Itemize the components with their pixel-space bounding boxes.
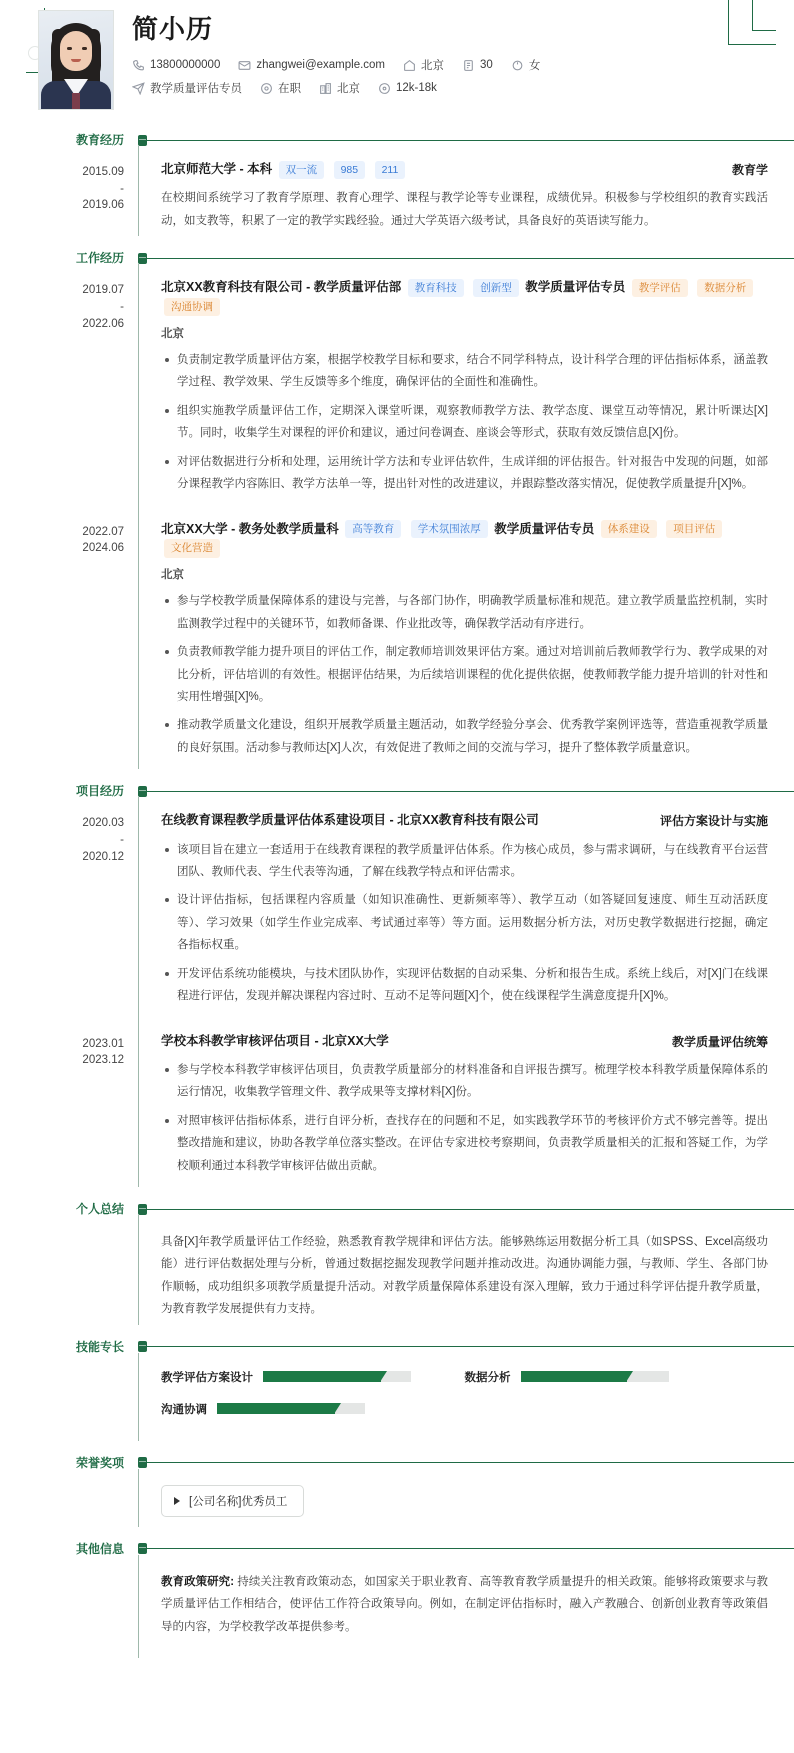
skills-date-column <box>38 1353 138 1441</box>
skill-progress-fill <box>263 1371 381 1382</box>
skill-item <box>465 1369 769 1385</box>
section-marker-icon <box>138 135 147 146</box>
section-header-other <box>0 1543 794 1555</box>
section-label-projects: 项目经历 <box>75 784 124 799</box>
contact-email <box>238 59 385 72</box>
section-body-work-1 <box>0 264 794 505</box>
skill-progress-bar <box>263 1371 411 1382</box>
section-rule <box>146 1346 794 1347</box>
id-icon <box>462 59 475 72</box>
contact-row-secondary <box>132 80 764 96</box>
section-body-project-1 <box>0 797 794 1017</box>
skill-progress-bar <box>217 1403 365 1414</box>
contact-gender-text: 女 <box>528 60 541 73</box>
work-company-tag-0: 教育科技 <box>408 279 464 297</box>
project-bullet-list <box>161 1059 768 1177</box>
other-info-text: 持续关注教育政策动态，如国家关于职业教育、高等教育教学质量提升的相关政策。能够将政策要求与教学质量评估工作相结合，使评估工作符合政策导向。例如，在制定评估指标时，融入产教融合、创新创业教育等政策倡导的内容，为学校教学改革提供参考。 <box>161 1575 768 1633</box>
section-marker-icon <box>138 1457 147 1468</box>
project-role: 评估方案设计与实施 <box>659 814 768 829</box>
section-body-work-2 <box>0 506 794 770</box>
section-header-projects <box>0 785 794 797</box>
salary-expectation <box>378 82 437 95</box>
section-label-work: 工作经历 <box>75 251 124 266</box>
skill-progress-fill <box>217 1403 335 1414</box>
education-date-separator: - <box>120 182 124 195</box>
education-content-column <box>138 146 794 236</box>
contact-row-primary <box>132 57 764 73</box>
phone-icon <box>132 59 145 72</box>
education-major: 教育学 <box>731 163 768 177</box>
resume-header <box>0 0 794 118</box>
work-content-column <box>138 264 794 505</box>
city-icon <box>319 82 332 95</box>
page-bottom-spacer <box>0 1658 794 1688</box>
work-date-column <box>38 264 138 505</box>
contact-hometown-text: 北京 <box>421 60 445 73</box>
work-skill-tag-0: 体系建设 <box>601 520 657 538</box>
work-location: 北京 <box>161 327 184 340</box>
work-bullet-list <box>161 349 768 496</box>
project-content-column <box>138 1018 794 1187</box>
project-date-column <box>38 797 138 1017</box>
other-content-column <box>138 1555 794 1658</box>
summary-entry <box>161 1215 768 1325</box>
project-date-start: 2023.01 <box>82 1037 124 1050</box>
section-body-education <box>0 146 794 236</box>
work-date-start: 2022.07 <box>82 525 124 538</box>
work-company-department: 北京XX教育科技有限公司 - 教学质量评估部 <box>161 280 402 295</box>
skill-name: 教学评估方案设计 <box>161 1371 253 1384</box>
contact-hometown <box>403 57 444 73</box>
section-marker-icon <box>138 1341 147 1352</box>
section-body-summary <box>0 1215 794 1325</box>
section-body-project-2 <box>0 1018 794 1187</box>
section-label-skills: 技能专长 <box>75 1339 124 1354</box>
project-content-column <box>138 797 794 1017</box>
work-company-tag-0: 高等教育 <box>345 520 401 538</box>
triangle-right-icon <box>174 1497 180 1505</box>
target-icon <box>132 82 145 95</box>
work-date-end: 2022.06 <box>82 317 124 330</box>
section-header-skills <box>0 1341 794 1353</box>
work-bullet: 对评估数据进行分析和处理，运用统计学方法和专业评估软件，生成详细的评估报告。针对报告中发现的问题，如部分课程教学内容陈旧、教学方法单一等，提出针对性的改进建议，并跟踪整改落实情况，促使教学质量提升[X]%。 <box>177 451 768 496</box>
avatar <box>38 10 114 110</box>
job-status-text: 在职 <box>278 83 301 96</box>
contact-phone-text: 13800000000 <box>150 59 221 72</box>
skill-name: 沟通协调 <box>161 1403 207 1416</box>
home-icon <box>403 59 416 72</box>
award-text: [公司名称]优秀员工 <box>189 1495 288 1508</box>
section-header-summary <box>0 1203 794 1215</box>
section-marker-icon <box>138 253 147 264</box>
section-header-work <box>0 252 794 264</box>
section-marker-icon <box>138 1543 147 1554</box>
work-company-tag-1: 创新型 <box>473 279 519 297</box>
education-tag-2: 211 <box>375 161 406 179</box>
work-date-end: 2024.06 <box>82 542 124 555</box>
project-bullet: 设计评估指标，包括课程内容质量（如知识准确性、更新频率等）、教学互动（如答疑回复速度、师生互动活跃度等）、学习效果（如学生作业完成率、考试通过率等）等方面。运用数据分析方法，对历史教学数据进行挖掘，确定各指标权重。 <box>177 889 768 956</box>
section-rule <box>146 791 794 792</box>
contact-age <box>462 59 493 72</box>
section-rule <box>146 140 794 141</box>
status-icon <box>260 82 273 95</box>
skill-name: 数据分析 <box>464 1371 511 1384</box>
section-body-awards <box>0 1469 794 1527</box>
section-header-awards <box>0 1457 794 1469</box>
section-rule <box>146 1548 794 1549</box>
award-chip[interactable] <box>161 1485 304 1517</box>
work-bullet: 负责制定教学质量评估方案，根据学校教学目标和要求，结合不同学科特点，设计科学合理的评估指标体系，涵盖教学过程、教学效果、学生反馈等多个维度，确保评估的全面性和准确性。 <box>177 349 768 394</box>
work-entry <box>161 264 768 505</box>
work-bullet: 参与学校教学质量保障体系的建设与完善，与各部门协作，明确教学质量标准和规范。建立教学质量监控机制，实时监测教学过程中的关键环节，如教师备课、作业批改等，确保教学活动有序进行。 <box>177 590 768 635</box>
education-entry <box>161 146 768 236</box>
job-status <box>260 80 301 96</box>
work-company-tag-1: 学术氛围浓厚 <box>411 520 488 538</box>
education-date-start: 2015.09 <box>82 166 124 178</box>
section-header-education <box>0 134 794 146</box>
work-bullet: 组织实施教学质量评估工作，定期深入课堂听课，观察教师教学方法、教学态度、课堂互动等情况，累计听课达[X]节。同时，收集学生对课程的评价和建议，通过问卷调查、座谈会等形式，获取有效反馈信息[X]份。 <box>177 400 768 445</box>
project-date-column <box>38 1018 138 1187</box>
summary-paragraph: 具备[X]年教学质量评估工作经验，熟悉教育教学规律和评估方法。能够熟练运用数据分析工具（如SPSS、Excel高级功能）进行评估数据处理与分析，曾通过数据挖掘发现教学问题并推动改进。沟通协调能力强，与教师、学生、各部门协作顺畅，成功组织多项教学质量提升活动。对教学质量保障体系建设有深入理解，致力于通过科学评估提升教学质量，为教育教学发展提供有力支持。 <box>161 1236 768 1316</box>
project-date-end: 2020.12 <box>82 850 124 863</box>
education-school-degree: 北京师范大学 - 本科 <box>161 162 273 176</box>
project-date-separator: - <box>120 833 124 846</box>
education-entry-heading <box>161 160 408 179</box>
work-location: 北京 <box>161 569 184 582</box>
project-date-start: 2020.03 <box>82 817 124 830</box>
section-label-summary: 个人总结 <box>75 1202 124 1217</box>
project-name: 在线教育课程教学质量评估体系建设项目 - 北京XX教育科技有限公司 <box>161 813 539 828</box>
work-skill-tag-2: 文化营造 <box>164 539 220 557</box>
work-date-column <box>38 506 138 770</box>
section-label-awards: 荣誉奖项 <box>75 1455 124 1470</box>
project-bullet: 开发评估系统功能模块，与技术团队协作，实现评估数据的自动采集、分析和报告生成。系统上线后，对[X]门在线课程进行评估，发现并解决课程内容过时、互动不足等问题[X]个，使在线课程学生满意度提升[X]%。 <box>177 963 768 1008</box>
skill-progress-bar <box>521 1371 669 1382</box>
work-entry-heading <box>161 278 768 317</box>
work-skill-tag-0: 教学评估 <box>632 279 688 297</box>
summary-date-column <box>38 1215 138 1325</box>
awards-content-column <box>138 1469 794 1527</box>
education-tag-1: 985 <box>334 161 366 179</box>
section-marker-icon <box>138 786 147 797</box>
email-icon <box>238 59 251 72</box>
awards-date-column <box>38 1469 138 1527</box>
work-bullet: 负责教师教学能力提升项目的评估工作，制定教师培训效果评估方案。通过对培训前后教师教学行为、教学成果的对比分析，评估培训的有效性。根据评估结果，为后续培训课程的优化提供依据，使教师教学能力提升培训的针对性和实用性增强[X]%。 <box>177 641 768 708</box>
section-label-education: 教育经历 <box>75 133 124 147</box>
skill-item <box>161 1369 465 1385</box>
section-marker-icon <box>138 1204 147 1215</box>
skill-progress-fill <box>521 1371 628 1382</box>
skill-item <box>161 1401 465 1417</box>
work-company-department: 北京XX大学 - 教务处教学质量科 <box>161 521 339 536</box>
education-date-column <box>38 146 138 236</box>
project-name: 学校本科教学审核评估项目 - 北京XX大学 <box>161 1033 389 1048</box>
section-rule <box>146 258 794 259</box>
work-date-start: 2019.07 <box>82 284 124 297</box>
job-city-text: 北京 <box>337 83 360 96</box>
summary-content-column <box>138 1215 794 1325</box>
project-date-end: 2023.12 <box>82 1054 124 1067</box>
section-rule <box>146 1209 794 1210</box>
work-position: 教学质量评估专员 <box>494 521 595 536</box>
awards-list <box>161 1469 768 1527</box>
project-bullet: 对照审核评估指标体系，进行自评分析，查找存在的问题和不足，如实践教学环节的考核评价方式不够完善等。提出整改措施和建议，协助各教学单位落实整改。在评估专家进校考察期间，负责教学质量相关的汇报和答疑工作，为学校顺利通过本科教学审核评估做出贡献。 <box>177 1110 768 1177</box>
gender-icon <box>511 59 524 72</box>
section-label-other: 其他信息 <box>75 1541 124 1556</box>
skills-grid <box>161 1353 768 1441</box>
other-info-item <box>161 1555 768 1658</box>
job-target <box>132 80 242 96</box>
contact-age-text: 30 <box>480 59 493 72</box>
work-skill-tag-1: 数据分析 <box>697 279 753 297</box>
education-date-end: 2019.06 <box>82 199 124 212</box>
project-bullet: 参与学校本科教学审核评估项目，负责教学质量部分的材料准备和自评报告撰写。梳理学校本科教学质量保障体系的运行情况，收集教学管理文件、教学成果等支撑材料[X]份。 <box>177 1059 768 1104</box>
section-body-other <box>0 1555 794 1658</box>
work-entry-heading <box>161 520 768 559</box>
work-bullet: 推动教学质量文化建设，组织开展教学质量主题活动，如教学经验分享会、优秀教学案例评选等，营造重视教学质量的良好氛围。活动参与教师达[X]人次，有效促进了教师之间的交流与学习，提升了整体教学质量意识。 <box>177 714 768 759</box>
work-position: 教学质量评估专员 <box>525 280 626 295</box>
work-content-column <box>138 506 794 770</box>
project-bullet: 该项目旨在建立一套适用于在线教育课程的教学质量评估体系。作为核心成员，参与需求调研，与在线教育平台运营团队、教师代表、学生代表等沟通，了解在线教学特点和评估需求。 <box>177 839 768 884</box>
work-skill-tag-2: 沟通协调 <box>164 298 220 316</box>
education-tag-0: 双一流 <box>279 161 325 179</box>
job-target-text: 教学质量评估专员 <box>150 83 242 96</box>
job-city <box>319 80 360 96</box>
candidate-name: 简小历 <box>132 14 214 44</box>
other-info-label: 教育政策研究: <box>161 1575 235 1588</box>
salary-icon <box>378 82 391 95</box>
education-description: 在校期间系统学习了教育学原理、教育心理学、课程与教学论等专业课程，成绩优异。积极参与学校组织的教育实践活动，如支教等，积累了一定的教学实践经验。通过大学英语六级考试，具备良好的英语读写能力。 <box>161 192 768 227</box>
other-date-column <box>38 1555 138 1658</box>
work-entry <box>161 506 768 770</box>
project-entry <box>161 1018 768 1187</box>
work-date-separator: - <box>120 300 124 313</box>
contact-gender <box>511 57 541 73</box>
project-role: 教学质量评估统筹 <box>671 1034 768 1049</box>
contact-email-text: zhangwei@example.com <box>256 59 386 72</box>
project-bullet-list <box>161 839 768 1008</box>
salary-text: 12k-18k <box>396 82 437 95</box>
section-rule <box>146 1462 794 1463</box>
work-bullet-list <box>161 590 768 759</box>
section-body-skills <box>0 1353 794 1441</box>
skills-content-column <box>138 1353 794 1441</box>
work-skill-tag-1: 项目评估 <box>666 520 722 538</box>
contact-phone <box>132 59 220 72</box>
project-entry <box>161 797 768 1017</box>
